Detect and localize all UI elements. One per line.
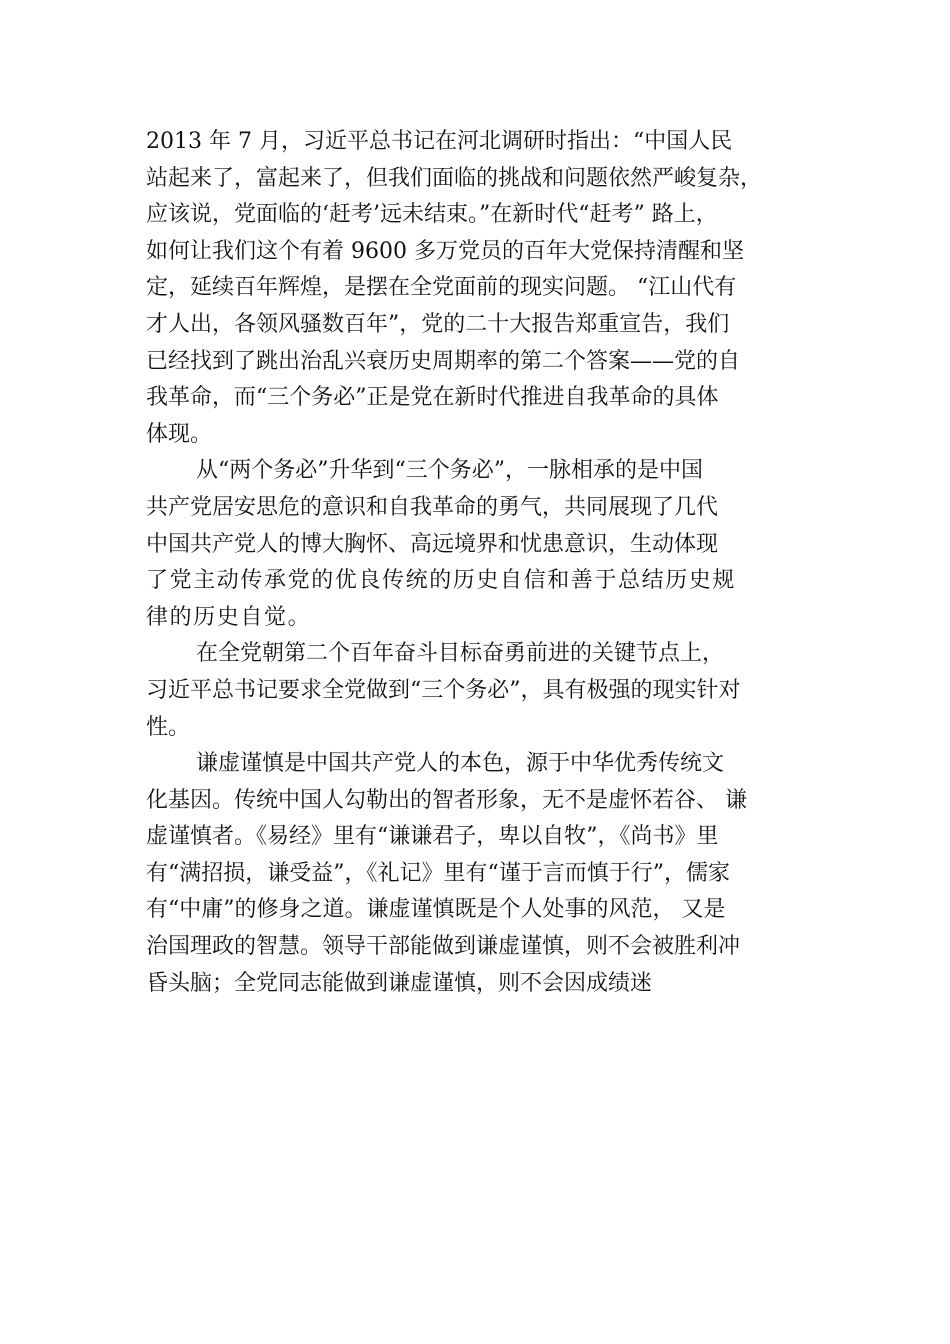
text-line-1: 2013 年 7 月，习近平总书记在河北调研时指出：“中国人民 xyxy=(146,129,733,154)
text-line-20: 虚谨慎者。《易经》里有“谦谦君子，卑以自牧”，《尚书》里 xyxy=(146,824,719,850)
text-line-22: 有“中庸”的修身之道。谦虚谨慎既是个人处事的风范， 又是 xyxy=(146,897,726,923)
text-line-23: 治国理政的智慧。领导干部能做到谦虚谨慎，则不会被胜利冲 xyxy=(146,934,741,960)
text-line-5: 定，延续百年辉煌，是摆在全党面前的现实问题。 “江山代有 xyxy=(146,275,737,301)
text-line-15: 在全党朝第二个百年奋斗目标奋勇前进的关键节点上， xyxy=(196,641,725,667)
text-line-2: 站起来了，富起来了，但我们面临的挑战和问题依然严峻复杂， xyxy=(146,165,763,191)
text-line-24: 昏头脑；全党同志能做到谦虚谨慎，则不会因成绩迷 xyxy=(146,970,653,996)
body-text xyxy=(146,124,846,1002)
text-line-19: 化基因。传统中国人勾勒出的智者形象，无不是虚怀若谷、 谦 xyxy=(146,787,747,813)
text-line-3: 应该说，党面临的‘赶考’远未结束。”在新时代“赶考” 路上， xyxy=(146,202,718,228)
text-line-16: 习近平总书记要求全党做到“三个务必”，具有极强的现实针对 xyxy=(146,677,741,703)
text-line-13: 了党主动传承党的优良传统的历史自信和善于总结历史规 xyxy=(146,568,737,594)
text-line-8: 我革命，而“三个务必”正是党在新时代推进自我革命的具体 xyxy=(146,385,719,411)
text-line-11: 共产党居安思危的意识和自我革命的勇气，共同展现了几代 xyxy=(146,494,719,520)
text-line-9: 体现。 xyxy=(146,421,213,447)
text-line-4: 如何让我们这个有着 9600 多万党员的百年大党保持清醒和坚 xyxy=(146,238,744,264)
text-line-14: 律的历史自觉。 xyxy=(146,604,312,630)
text-line-18: 谦虚谨慎是中国共产党人的本色，源于中华优秀传统文 xyxy=(196,751,725,777)
text-line-10: 从“两个务必”升华到“三个务必”，一脉相承的是中国 xyxy=(196,458,703,484)
text-line-21: 有“满招损，谦受益”，《礼记》里有“谨于言而慎于行”，儒家 xyxy=(146,860,730,886)
text-line-7: 已经找到了跳出治乱兴衰历史周期率的第二个答案——党的自 xyxy=(146,348,741,374)
text-line-6: 才人出，各领风骚数百年”，党的二十大报告郑重宣告，我们 xyxy=(146,311,730,337)
text-line-17: 性。 xyxy=(146,714,191,740)
text-line-12: 中国共产党人的博大胸怀、高远境界和忧患意识，生动体现 xyxy=(146,531,719,557)
